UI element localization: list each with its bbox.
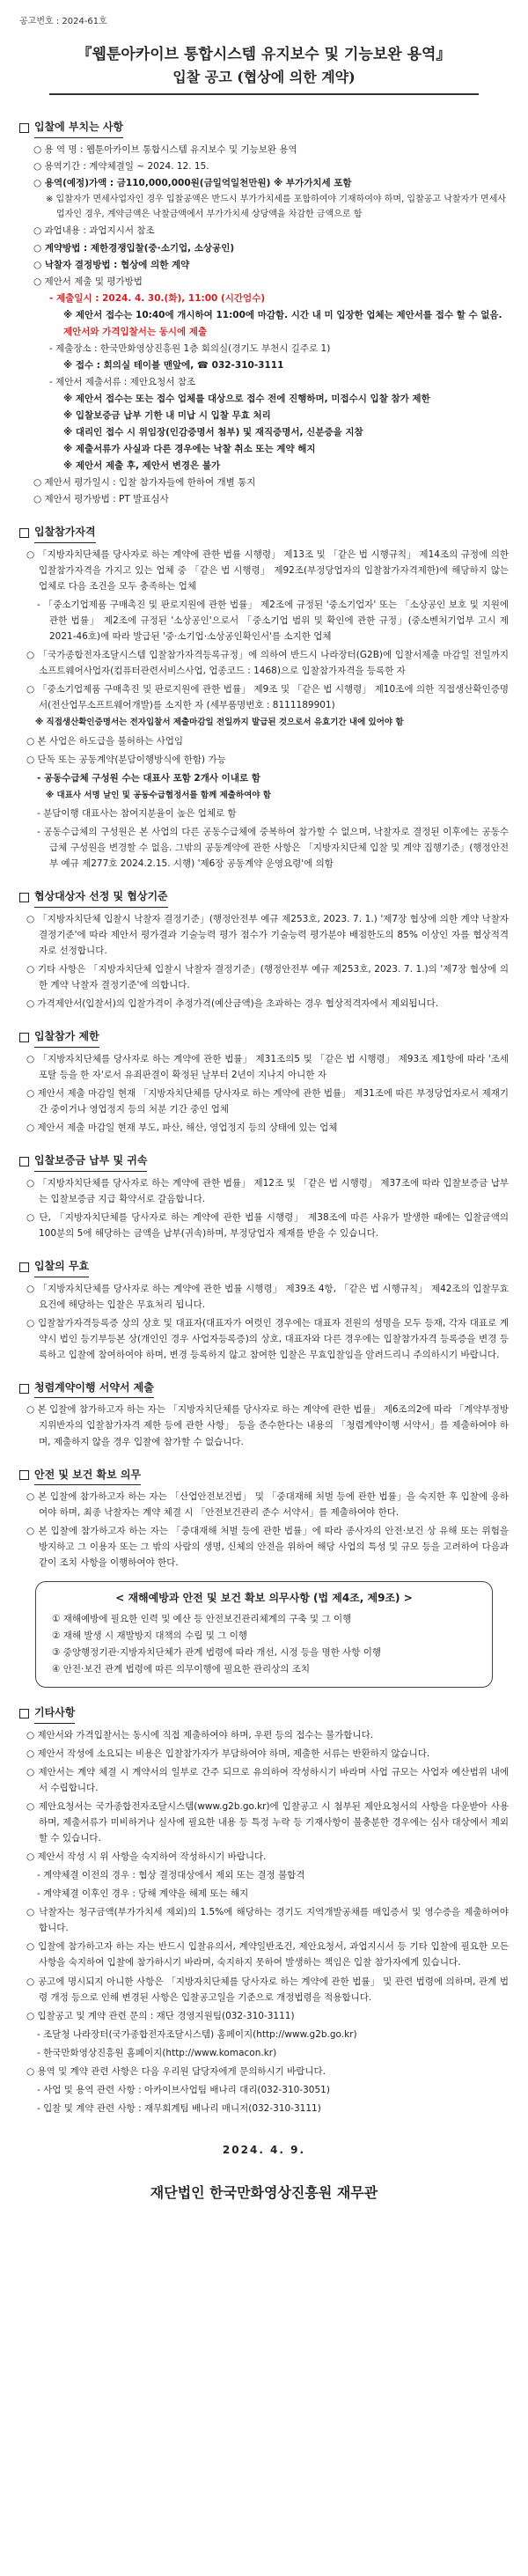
box-row: ③ 중앙행정기관·지방자치단체가 관계 법령에 따라 개선, 시정 등을 명한 사항 이행 — [52, 1647, 382, 1659]
list-item: ○ 제안서 평가방법 : PT 발표심사 — [33, 494, 169, 505]
section-heading: 입찰에 부치는 사항 — [34, 118, 123, 138]
note: ※ 입찰자가 면세사업자인 경우 입찰공액은 반드시 부가가치세를 포함하여야 기재하여야 하며, 입찰공고 낙찰자가 면세사업자인 경우, 계약금액은 낙찰금액에서 부가가치세 상당액을 차감한 금액으로 함 — [46, 195, 507, 220]
paragraph: ○ 입찰공고 및 계약 관련 문의 : 재단 경영지원팀(032-310-3111) — [26, 2010, 295, 2021]
list-item: ○ 용 역 명 : 웹툰아카이브 통합시스템 유지보수 및 기능보완 용역 — [33, 144, 297, 155]
section-heading: 기타사항 — [34, 1704, 75, 1724]
checkbox-icon — [19, 1709, 29, 1719]
issuing-organization: 재단법인 한국만화영상진흥원 재무관 — [150, 2183, 378, 2201]
paragraph: ○ 단독 또는 공동계약(분담이행방식에 한함) 가능 — [26, 754, 226, 765]
paragraph: - 계약체결 이후인 경우 : 당해 계약을 해제 또는 해지 — [37, 1888, 249, 1900]
sub-note: ※ 제안서 제출 후, 제안서 변경은 불가 — [63, 460, 221, 472]
checkbox-icon — [19, 893, 29, 902]
paragraph: ○ 「중소기업제품 구매촉진 및 판로지원에 관한 법률」 제9조 및 「같은 법 시행령」 제10조에 의한 직접생산확인증명서(전산업무소프트웨어개발)를 소지한 자 (세부품명번호 : 8111189901) — [26, 684, 509, 711]
safety-obligations-box — [35, 1581, 493, 1688]
sub-note: ※ 제안서 접수는 10:40에 개시하여 11:00에 마감함. 시간 내 미 입장한 업체는 제안서를 접수 할 수 없음. — [63, 309, 502, 320]
paragraph: ○ 「지방자치단체 입찰시 낙찰자 결정기준」(행정안전부 예규 제253호, 2023. 7. 1.) '제7장 협상에 의한 계약 낙찰자 결정기준'에 따라 제안서 평가결과 기술능력 평가 점수가 기술능력 평가분야 배점한도의 85% 이상인 자를 협상적격자로 선정합니다. — [26, 913, 509, 957]
note: ※ 직접생산확인증명서는 전자입찰서 제출마감일 전일까지 발급된 것으로서 유효기간 내에 있어야 함 — [35, 718, 404, 728]
link-g2b[interactable]: - 조달청 나라장터(국가종합전자조달시스템) 홈페이지(http://www.g2b.go.kr) — [37, 2028, 357, 2040]
paragraph: ○ 본 입찰에 참가하고자 하는 자는 「산업안전보건법」 및 「중대재해 처벌 등에 관한 법률」을 숙지한 후 입찰에 응하여야 하며, 최종 낙찰자는 계약 체결 시 「안전보건관리 준수 서약서」를 제출하여야 한다. — [26, 1491, 509, 1519]
note: ※ 대표사 서명 날인 및 공동수급협정서를 함께 제출하여야 함 — [46, 790, 271, 800]
list-item: ○ 용역(예정)가액 : 금110,000,000원(금일억일천만원) ※ 부가가치세 포함 — [33, 178, 352, 189]
sub-note: ※ 제안서 접수는 또는 접수 업체를 대상으로 접수 전에 진행하며, 미접수시 입찰 참가 제한 — [63, 393, 430, 404]
paragraph: ○ 본 사업은 하도급을 불허하는 사업임 — [26, 735, 183, 747]
section-eligibility — [19, 523, 509, 872]
sub-note: ※ 접수 : 회의실 테이블 맨앞에, ☎ 032-310-3111 — [63, 359, 284, 371]
section-heading: 입찰참가자격 — [34, 523, 96, 543]
section-misc — [19, 1704, 509, 2116]
paragraph: ○ 입찰참가자격등록증 상의 상호 및 대표자(대표자가 여럿인 경우에는 대표자 전원의 성명을 모두 등재, 각자 대표로 계약시 법인 등기부등본 상(개인인 경우 사업자등록증)의 상호, 대표자와 다른 경우에는 입찰참가자격 등록증을 변경 등록하고 입찰에 참여하여야 하며, 변경 등록하지 않고 참여한 입찰은 무효입찰임을 알려드리니 주의하시기 바랍니다. — [26, 1317, 509, 1360]
paragraph: ○ 제안서와 가격입찰서는 동시에 직접 제출하여야 하며, 우편 등의 접수는 불가합니다. — [26, 1729, 374, 1741]
paragraph: ○ 낙찰자는 청구금액(부가가치세 제외)의 1.5%에 해당하는 경기도 지역개발공채를 매입증서 및 영수증을 제출하여야 합니다. — [26, 1907, 509, 1934]
sub-item: - 제안서 제출서류 : 제안요청서 참조 — [49, 376, 196, 387]
paragraph: ○ 공고에 명시되지 아니한 사항은 「지방자치단체를 당사자로 하는 계약에 관한 법률」 및 관련 법령에 의하며, 관계 법령 개정 등으로 인해 변경된 사항은 입찰공고일을 기준으로 개정법령을 적용합니다. — [26, 1976, 509, 2003]
section-negotiation — [19, 887, 509, 1012]
section-bid-bond — [19, 1152, 509, 1241]
list-item: ○ 낙찰자 결정방법 : 협상에 의한 계약 — [33, 259, 190, 270]
document-number: 공고번호 : 2024-61호 — [19, 17, 107, 26]
section-safety — [19, 1466, 509, 1689]
section-heading: 협상대상자 선정 및 협상기준 — [34, 887, 168, 908]
title-divider — [49, 93, 479, 95]
paragraph: ○ 제안서는 계약 체결 시 계약서의 일부로 간주 되므로 유의하여 작성하시기 바라며 사업 규모는 사업자 예산범위 내에서 수립합니다. — [26, 1766, 509, 1793]
section-bid-items — [19, 118, 509, 507]
paragraph: ○ 가격제안서(입찰서)의 입찰가격이 추정가격(예산금액)을 초과하는 경우 협상적격자에서 제외됩니다. — [26, 998, 439, 1010]
checkbox-icon — [19, 1033, 29, 1042]
section-heading: 입찰보증금 납부 및 귀속 — [34, 1152, 147, 1172]
section-heading: 입찰의 무효 — [34, 1257, 89, 1277]
box-row: ④ 안전·보건 관계 법령에 따른 의무이행에 필요한 관리상의 조치 — [52, 1664, 311, 1675]
box-row: ② 재해 발생 시 재발방지 대책의 수립 및 그 이행 — [52, 1630, 248, 1642]
checkbox-icon — [19, 1157, 29, 1167]
section-invalid-bid — [19, 1257, 509, 1363]
box-title: < 재해예방과 안전 및 보건 확보 의무사항 (법 제4조, 제9조) > — [115, 1592, 413, 1605]
notice-date: 2024. 4. 9. — [222, 2143, 306, 2156]
paragraph: ○ 본 입찰에 참가하고자 하는 자는 「중대재해 처벌 등에 관한 법률」에 따라 종사자의 안전·보건 상 유해 또는 위험을 방지하고 그 이용자 또는 그 밖의 사람의 생명, 신체의 안전을 위하여 해당 사업의 특성 및 규모 등을 고려하여 다음과 같이 조치 사항을 이행하여야 한다. — [26, 1526, 509, 1569]
checkbox-icon — [19, 1384, 29, 1394]
paragraph: ○ 입찰에 참가하고자 하는 자는 반드시 입찰유의서, 계약일반조건, 제안요청서, 과업지시서 등 기타 입찰에 필요한 모든 사항을 숙지하여 입찰에 참가하시기 바라며, 숙지하지 못하여 발생하는 책임은 입찰 참가자에게 있습니다. — [26, 1941, 509, 1969]
paragraph: ○ 「지방자치단체를 당사자로 하는 계약에 관한 법률 시행령」 제39조 4항, 「같은 법 시행규칙」 제42조의 입찰무효 요건에 해당하는 입찰은 무효처리 됩니다. — [26, 1283, 509, 1310]
paragraph: - 사업 및 용역 관련 사항 : 아카이브사업팀 배나리 대리(032-310-3051) — [37, 2084, 330, 2095]
link-komacon[interactable]: - 한국만화영상진흥원 홈페이지(http://www.komacon.kr) — [37, 2047, 277, 2058]
paragraph: ○ 「지방자치단체를 당사자로 하는 계약에 관한 법률」 제12조 및 「같은 법 시행령」 제37조에 따라 입찰보증금 납부는 입찰보증금 지급 확약서로 갈음합니다. — [26, 1177, 509, 1204]
sub-note: ※ 제출서류가 사실과 다른 경우에는 낙찰 취소 또는 계약 해지 — [63, 444, 316, 455]
checkbox-icon — [19, 1470, 29, 1480]
section-heading: 안전 및 보건 확보 의무 — [34, 1466, 141, 1486]
section-restrictions — [19, 1027, 509, 1136]
paragraph: ○ 제안서 제출 마감일 현재 「지방자치단체를 당사자로 하는 계약에 관한 법률」 제31조에 따른 부정당업자로서 제재기간 중이거나 영업정지 등의 처분 기간 중인 업체 — [26, 1087, 509, 1115]
paragraph: ○ 「국가종합전자조달시스템 입찰참가자격등록규정」에 의하여 반드시 나라장터(G2B)에 입찰서제출 마감일 전일까지 소프트웨어사업자(컴퓨터관련서비스사업, 업종코드 : 1468)으로 입찰참가자격을 등록한 자 — [26, 650, 509, 677]
section-integrity-pledge — [19, 1379, 509, 1450]
box-row: ① 재해예방에 필요한 인력 및 예산 등 안전보건관리체계의 구축 및 그 이행 — [52, 1614, 352, 1625]
paragraph: ○ 제안서 제출 마감일 현재 부도, 파산, 해산, 영업정지 등의 상태에 있는 업체 — [26, 1122, 338, 1134]
paragraph: - 「중소기업제품 구매촉진 및 판로지원에 관한 법률」 제2조에 규정된 '중소기업자' 또는 「소상공인 보호 및 지원에 관한 법률」 제2조에 규정된 '소상공인'으로서 「중소기업 범위 및 확인에 관한 규정」(중소벤처기업부 고시 제2021-46호)에 따라 발급된 '중·소기업·소상공인확인서'를 소지한 업체 — [37, 600, 509, 643]
paragraph: ○ 제안서 작성에 소요되는 비용은 입찰참가자가 부담하여야 하며, 제출한 서류는 반환하지 않습니다. — [26, 1748, 430, 1759]
list-item: ○ 용역기간 : 계약체결일 ~ 2024. 12. 15. — [33, 161, 209, 172]
title-line-1: 『웹툰아카이브 통합시스템 유지보수 및 기능보완 용역』 — [77, 46, 451, 64]
paragraph: ○ 제안요청서는 국가종합전자조달시스템(www.g2b.go.kr)에 입찰공고 시 첨부된 제안요청서의 사항을 다운받아 사용하며, 제출서류가 미비하거나 실사에 필요한 내용 등 특정 누락 등 기재사항이 불충분한 경우에는 심사 대상에서 제외할 수 있습니다. — [26, 1801, 509, 1844]
section-heading: 청렴계약이행 서약서 제출 — [34, 1379, 154, 1399]
paragraph: - 분담이행 대표사는 참여지분율이 높은 업체로 함 — [37, 808, 237, 820]
paragraph: ○ 기타 사항은 「지방자치단체 입찰시 낙찰자 결정기준」(행정안전부 예규 제253호, 2023. 7. 1.)의 '제7장 협상에 의한 계약 낙찰자 결정기준'에 의합니다. — [26, 964, 509, 991]
list-item: ○ 제안서 평가일시 : 입찰 참가자들에 한하여 개별 통지 — [33, 477, 256, 489]
checkbox-icon — [19, 123, 29, 133]
paragraph: ○ 본 입찰에 참가하고자 하는 자는 「지방자치단체를 당사자로 하는 계약에 관한 법률」 제6조의2에 따라 「계약부정방지위반자의 입찰참가자격 제한 등에 관한 사항」 등을 준수한다는 내용의 「청렴계약이행 서약서」를 제출하여야 하며, 제출하지 않을 경우 입찰에 참가할 수 없습니다. — [26, 1404, 509, 1447]
paragraph: ○ 용역 및 계약 관련 사항은 다음 우리원 담당자에게 문의하시기 바랍니다. — [26, 2065, 326, 2077]
list-item: ○ 제안서 제출 및 평가방법 — [33, 276, 143, 287]
sub-item: - 제출일시 : 2024. 4. 30.(화), 11:00 (시간엄수) — [49, 292, 266, 304]
paragraph: ○ 제안서 작성 시 위 사항을 숙지하여 작성하시기 바랍니다. — [26, 1851, 267, 1863]
list-item: ○ 과업내용 : 과업지시서 참조 — [33, 225, 155, 237]
paragraph: - 입찰 및 계약 관련 사항 : 재무회계팀 배나리 매니저(032-310-3111) — [37, 2102, 321, 2114]
paragraph: ○ 「지방자치단체를 당사자로 하는 계약에 관한 법률」 제31조의5 및 「같은 법 시행령」 제93조 제1항에 따라 '조세포탈 등을 한 자'로서 유죄판결이 확정된 날부터 2년이 지나지 아니한 자 — [26, 1053, 509, 1080]
sub-note: 제안서와 가격입찰서는 동시에 제출 — [63, 326, 208, 337]
sub-note: ※ 입찰보증금 납부 기한 내 미납 시 입찰 무효 처리 — [63, 409, 271, 421]
checkbox-icon — [19, 528, 29, 538]
paragraph: ○ 단, 「지방자치단체를 당사자로 하는 계약에 관한 법률 시행령」 제38조에 따른 사유가 발생한 때에는 입찰금액의 100분의 5에 해당하는 금액을 납부(귀속)하며, 부정당업자 제재를 받을 수 있습니다. — [26, 1211, 509, 1239]
paragraph: - 공동수급체의 구성원은 본 사업의 다른 공동수급체에 중복하여 참가할 수 없으며, 낙찰자로 결정된 이후에는 공동수급체 구성원을 변경할 수 없음. 그밖의 공동계약에 관한 사항은 「지방자치단체 입찰 및 계약 집행기준」(행정안전부 예규 제277호 2024.2.15. 시행) '제6장 공동계약 운영요령'에 의함 — [37, 827, 509, 870]
title-block — [46, 38, 482, 102]
paragraph: - 공동수급체 구성원 수는 대표사 포함 2개사 이내로 함 — [37, 772, 260, 784]
paragraph: ○ 「지방자치단체를 당사자로 하는 계약에 관한 법률 시행령」 제13조 및 「같은 법 시행규칙」 제14조의 규정에 의한 입찰참가자격을 가지고 있는 업체 중 「같은 법 시행령」 제92조(부정당업자의 입찰참가자격제한)에 해당하지 않는 업체로 다음 조건을 모두 충족하는 업체 — [26, 548, 509, 592]
title-line-2: 입찰 공고 (협상에 의한 계약) — [172, 68, 356, 85]
list-item: ○ 계약방법 : 제한경쟁입찰(중·소기업, 소상공인) — [33, 242, 235, 254]
section-heading: 입찰참가 제한 — [34, 1027, 99, 1048]
sub-item: - 제출장소 : 한국만화영상진흥원 1층 회의실(경기도 부천시 길주로 1) — [49, 342, 331, 354]
checkbox-icon — [19, 1262, 29, 1272]
paragraph: - 계약체결 이전의 경우 : 협상 결정대상에서 제외 또는 결정 불합격 — [37, 1870, 305, 1881]
sub-note: ※ 대리인 접수 시 위임장(인감증명서 첨부) 및 재직증명서, 신분증을 지참 — [63, 427, 363, 438]
